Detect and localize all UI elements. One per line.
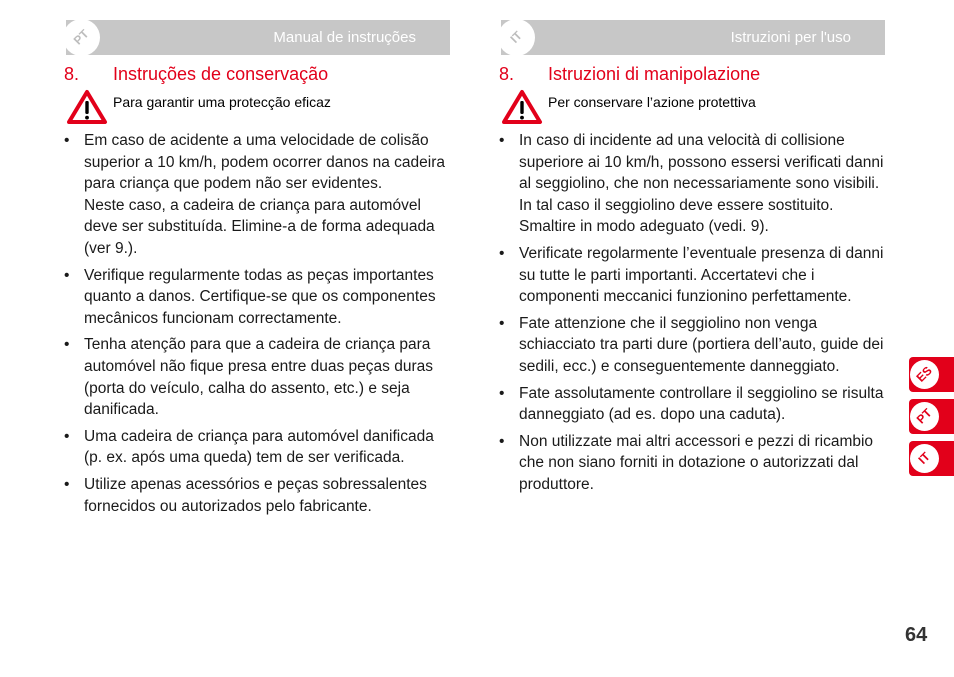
warning-notice xyxy=(64,90,450,130)
list-item: • Em caso de acidente a uma velocidade de colisão superior a 10 km/h, podem ocorrer danos na cadeira para criança que podem não ser evidentes. Neste caso, a cadeira de criança para automóvel deve ser substituída. Elimine-a de forma adequada (ver 9.). xyxy=(64,130,450,260)
list-item: • Verificate regolarmente l’eventuale presenza di danni su tutte le parti importanti. Accertatevi che i componenti meccanici funzionino perfettamente. xyxy=(499,243,885,308)
language-badge: PT xyxy=(63,19,100,56)
language-tabs xyxy=(909,357,954,483)
language-badge: IT xyxy=(910,444,939,473)
list-item: • Non utilizzate mai altri accessori e pezzi di ricambio che non siano forniti in dotazione o autorizzati dal produttore. xyxy=(499,431,885,496)
column-portuguese xyxy=(64,20,450,522)
list-item: • Uma cadeira de criança para automóvel danificada (p. ex. após uma queda) tem de ser verificada. xyxy=(64,426,450,469)
language-badge: PT xyxy=(910,402,939,431)
section-number: 8. xyxy=(499,64,515,84)
list-item: • Fate attenzione che il seggiolino non venga schiacciato tra parti dure (portiera dell’auto, guide dei sedili, ecc.) e conseguentemente danneggiato. xyxy=(499,313,885,378)
column-italian xyxy=(499,20,885,501)
tab-es[interactable] xyxy=(909,357,954,392)
warning-triangle-icon xyxy=(66,89,108,125)
page-number: 64 xyxy=(905,624,928,646)
section-title: Istruzioni di manipolazione xyxy=(548,64,761,84)
header-bar xyxy=(501,20,885,55)
warning-notice xyxy=(499,90,885,130)
section-heading xyxy=(499,64,885,90)
language-badge: IT xyxy=(498,19,535,56)
list-item: • Fate assolutamente controllare il seggiolino se risulta danneggiato (ad es. dopo una caduta). xyxy=(499,383,885,426)
list-item: • Tenha atenção para que a cadeira de criança para automóvel não fique presa entre duas peças duras (porta do veículo, calha do assento, etc.) e seja danificada. xyxy=(64,334,450,420)
section-heading xyxy=(64,64,450,90)
header-title: Manual de instruções xyxy=(273,29,416,46)
list-item: • Verifique regularmente todas as peças importantes quanto a danos. Certifique-se que os componentes mecânicos funcionam correctamente. xyxy=(64,265,450,330)
section-number: 8. xyxy=(64,64,80,84)
language-badge: ES xyxy=(910,360,939,389)
warning-text: Per conservare l’azione protettiva xyxy=(548,94,756,110)
header-bar xyxy=(66,20,450,55)
warning-triangle-icon xyxy=(501,89,543,125)
tab-it[interactable] xyxy=(909,441,954,476)
warning-text: Para garantir uma protecção eficaz xyxy=(113,94,331,110)
list-item: • In caso di incidente ad una velocità di collisione superiore ai 10 km/h, possono essersi verificati danni al seggiolino, che non necessariamente sono visibili. In tal caso il seggiolino deve essere sostituito. Smaltire in modo adeguato (vedi. 9). xyxy=(499,130,885,238)
tab-pt[interactable] xyxy=(909,399,954,434)
header-title: Istruzioni per l'uso xyxy=(730,29,851,46)
bullet-list xyxy=(499,130,885,496)
section-title: Instruções de conservação xyxy=(113,64,329,84)
bullet-list xyxy=(64,130,450,517)
list-item: • Utilize apenas acessórios e peças sobressalentes fornecidos ou autorizados pelo fabricante. xyxy=(64,474,450,517)
